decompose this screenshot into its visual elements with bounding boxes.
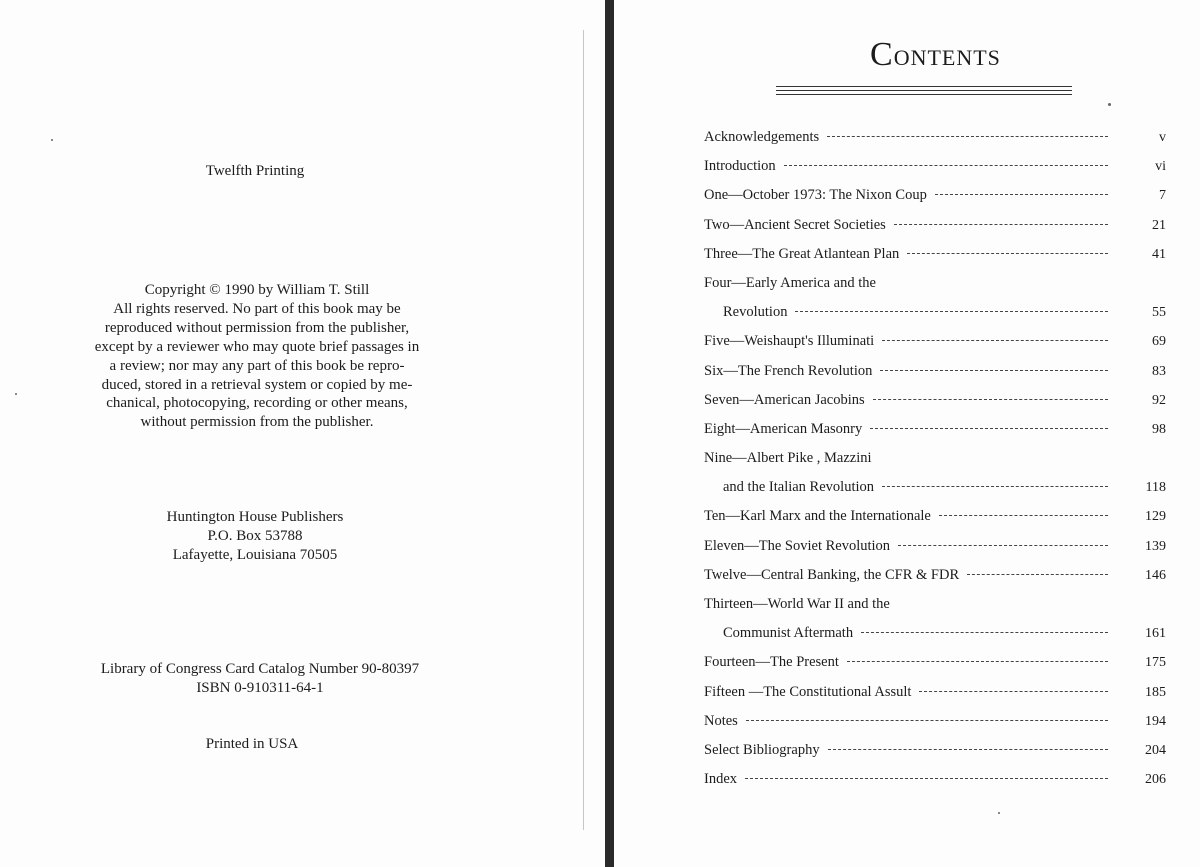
scan-speck — [998, 812, 1000, 814]
toc-leader — [919, 691, 1108, 692]
toc-leader — [784, 165, 1108, 166]
toc-entry-title: One—October 1973: The Nixon Coup — [704, 187, 927, 204]
toc-entry-page: 194 — [1145, 713, 1166, 729]
catalog-number: Library of Congress Card Catalog Number 90-80397 — [100, 661, 420, 677]
toc-entry-page: 206 — [1145, 772, 1166, 788]
toc-entry-page: 146 — [1145, 567, 1166, 583]
table-of-contents — [704, 129, 1166, 800]
toc-leader — [745, 778, 1108, 779]
title-rest: ONTENTS — [893, 45, 1001, 70]
catalog-info — [40, 660, 480, 698]
toc-leader — [935, 194, 1108, 195]
toc-entry-title: Thirteen—World War II and the — [704, 596, 890, 612]
toc-entry — [704, 129, 1166, 158]
toc-leader — [939, 515, 1108, 516]
printed-in: Printed in USA — [205, 736, 299, 752]
toc-entry-page: 118 — [1145, 480, 1166, 496]
toc-leader — [861, 632, 1108, 633]
toc-entry-title: Notes — [704, 712, 738, 729]
toc-entry-title: Acknowledgements — [704, 129, 820, 145]
toc-entry-title: Fourteen—The Present — [704, 654, 839, 671]
toc-entry-title: Select Bibliography — [704, 741, 820, 758]
toc-entry-page: 129 — [1145, 509, 1166, 525]
toc-entry — [704, 508, 1166, 537]
publisher-line: P.O. Box 53788 — [207, 528, 303, 544]
title-rule — [776, 86, 1072, 98]
toc-entry — [704, 479, 1166, 508]
toc-entry-page: 69 — [1152, 334, 1166, 350]
toc-entry — [704, 567, 1166, 596]
toc-leader — [898, 545, 1108, 546]
toc-leader — [746, 720, 1108, 721]
toc-entry-title: Ten—Karl Marx and the Internationale — [704, 508, 931, 525]
toc-entry — [704, 363, 1166, 392]
toc-entry — [704, 538, 1166, 567]
toc-entry — [704, 450, 1166, 479]
toc-entry — [704, 392, 1166, 421]
toc-entry-title: Eight—American Masonry — [704, 420, 863, 437]
copyright-line: duced, stored in a retrieval system or copied by me- — [101, 376, 413, 393]
toc-entry — [704, 187, 1166, 216]
toc-leader — [880, 370, 1108, 371]
toc-entry — [704, 158, 1166, 187]
toc-entry-title: Five—Weishaupt's Illuminati — [704, 333, 875, 350]
toc-entry-page: 98 — [1152, 421, 1166, 437]
publisher-address — [100, 508, 410, 565]
toc-entry — [704, 771, 1166, 800]
title-initial: C — [870, 36, 894, 73]
copyright-line: Copyright © 1990 by William T. Still — [144, 282, 370, 298]
toc-entry — [704, 217, 1166, 246]
toc-entry — [704, 596, 1166, 625]
copyright-line: except by a reviewer who may quote brief passages in — [94, 338, 420, 355]
copyright-line: chanical, photocopying, recording or other means, — [106, 395, 408, 412]
toc-leader — [967, 574, 1108, 575]
toc-leader — [870, 428, 1108, 429]
toc-leader — [828, 749, 1108, 750]
scan-speck — [15, 393, 17, 395]
copyright-line: a review; nor may any part of this book be repro- — [109, 357, 405, 374]
toc-entry-page: 185 — [1145, 684, 1166, 700]
toc-entry-title: Twelve—Central Banking, the CFR & FDR — [704, 566, 960, 583]
toc-entry-page: 92 — [1152, 392, 1166, 408]
toc-entry-title: Introduction — [704, 158, 776, 175]
page-edge-shadow — [583, 30, 584, 830]
toc-entry-title: Seven—American Jacobins — [704, 391, 865, 408]
toc-entry-page: 41 — [1152, 246, 1166, 262]
copyright-block — [52, 281, 462, 432]
toc-entry-title: Eleven—The Soviet Revolution — [704, 537, 891, 554]
toc-entry-page: v — [1159, 130, 1166, 145]
toc-entry — [704, 246, 1166, 275]
copyright-line: without permission from the publisher. — [140, 414, 374, 431]
toc-leader — [795, 311, 1108, 312]
toc-leader — [907, 253, 1108, 254]
toc-entry — [704, 275, 1166, 304]
toc-entry-page: vi — [1155, 159, 1166, 175]
toc-entry-title: Fifteen —The Constitutional Assult — [704, 683, 912, 700]
toc-entry — [704, 654, 1166, 683]
toc-entry — [704, 713, 1166, 742]
rule-line — [776, 86, 1072, 87]
toc-entry-page: 175 — [1145, 655, 1166, 671]
toc-entry-page: 161 — [1145, 626, 1166, 642]
toc-entry-page: 83 — [1152, 363, 1166, 379]
toc-leader — [894, 224, 1108, 225]
toc-entry — [704, 625, 1166, 654]
toc-entry-page: 139 — [1145, 538, 1166, 554]
toc-entry-title: Four—Early America and the — [704, 274, 876, 291]
copyright-line: All rights reserved. No part of this book may be — [113, 300, 401, 317]
copyright-line: reproduced without permission from the publisher, — [104, 319, 410, 336]
toc-leader — [880, 457, 1108, 458]
toc-entry — [704, 421, 1166, 450]
toc-entry-page: 204 — [1145, 742, 1166, 758]
book-gutter — [605, 0, 614, 867]
toc-leader — [882, 340, 1108, 341]
rule-line — [776, 94, 1072, 95]
toc-entry-title: Communist Aftermath — [723, 625, 854, 642]
scan-speck — [51, 139, 53, 141]
toc-leader — [873, 399, 1108, 400]
toc-entry-title: Nine—Albert Pike , Mazzini — [704, 450, 872, 467]
toc-leader — [827, 136, 1108, 137]
toc-entry — [704, 304, 1166, 333]
toc-entry-title: and the Italian Revolution — [723, 479, 875, 496]
scan-speck — [1108, 103, 1111, 106]
toc-entry-title: Six—The French Revolution — [704, 362, 873, 379]
toc-entry-title: Three—The Great Atlantean Plan — [704, 245, 900, 262]
contents-title — [870, 36, 1001, 74]
toc-leader — [898, 603, 1108, 604]
isbn: ISBN 0-910311-64-1 — [196, 680, 324, 696]
printing-notice: Twelfth Printing — [205, 163, 305, 179]
toc-leader — [882, 486, 1108, 487]
toc-leader — [847, 661, 1108, 662]
toc-entry-page: 55 — [1152, 305, 1166, 321]
publisher-line: Lafayette, Louisiana 70505 — [172, 547, 338, 563]
toc-entry — [704, 742, 1166, 771]
toc-entry — [704, 333, 1166, 362]
toc-entry-title: Two—Ancient Secret Societies — [704, 216, 886, 233]
toc-entry-page: 7 — [1159, 188, 1166, 204]
toc-entry — [704, 684, 1166, 713]
toc-entry-title: Revolution — [723, 304, 788, 321]
toc-entry-page: 21 — [1152, 217, 1166, 233]
rule-line — [776, 90, 1072, 91]
toc-leader — [884, 282, 1108, 283]
toc-entry-title: Index — [704, 771, 738, 788]
publisher-line: Huntington House Publishers — [166, 509, 344, 525]
